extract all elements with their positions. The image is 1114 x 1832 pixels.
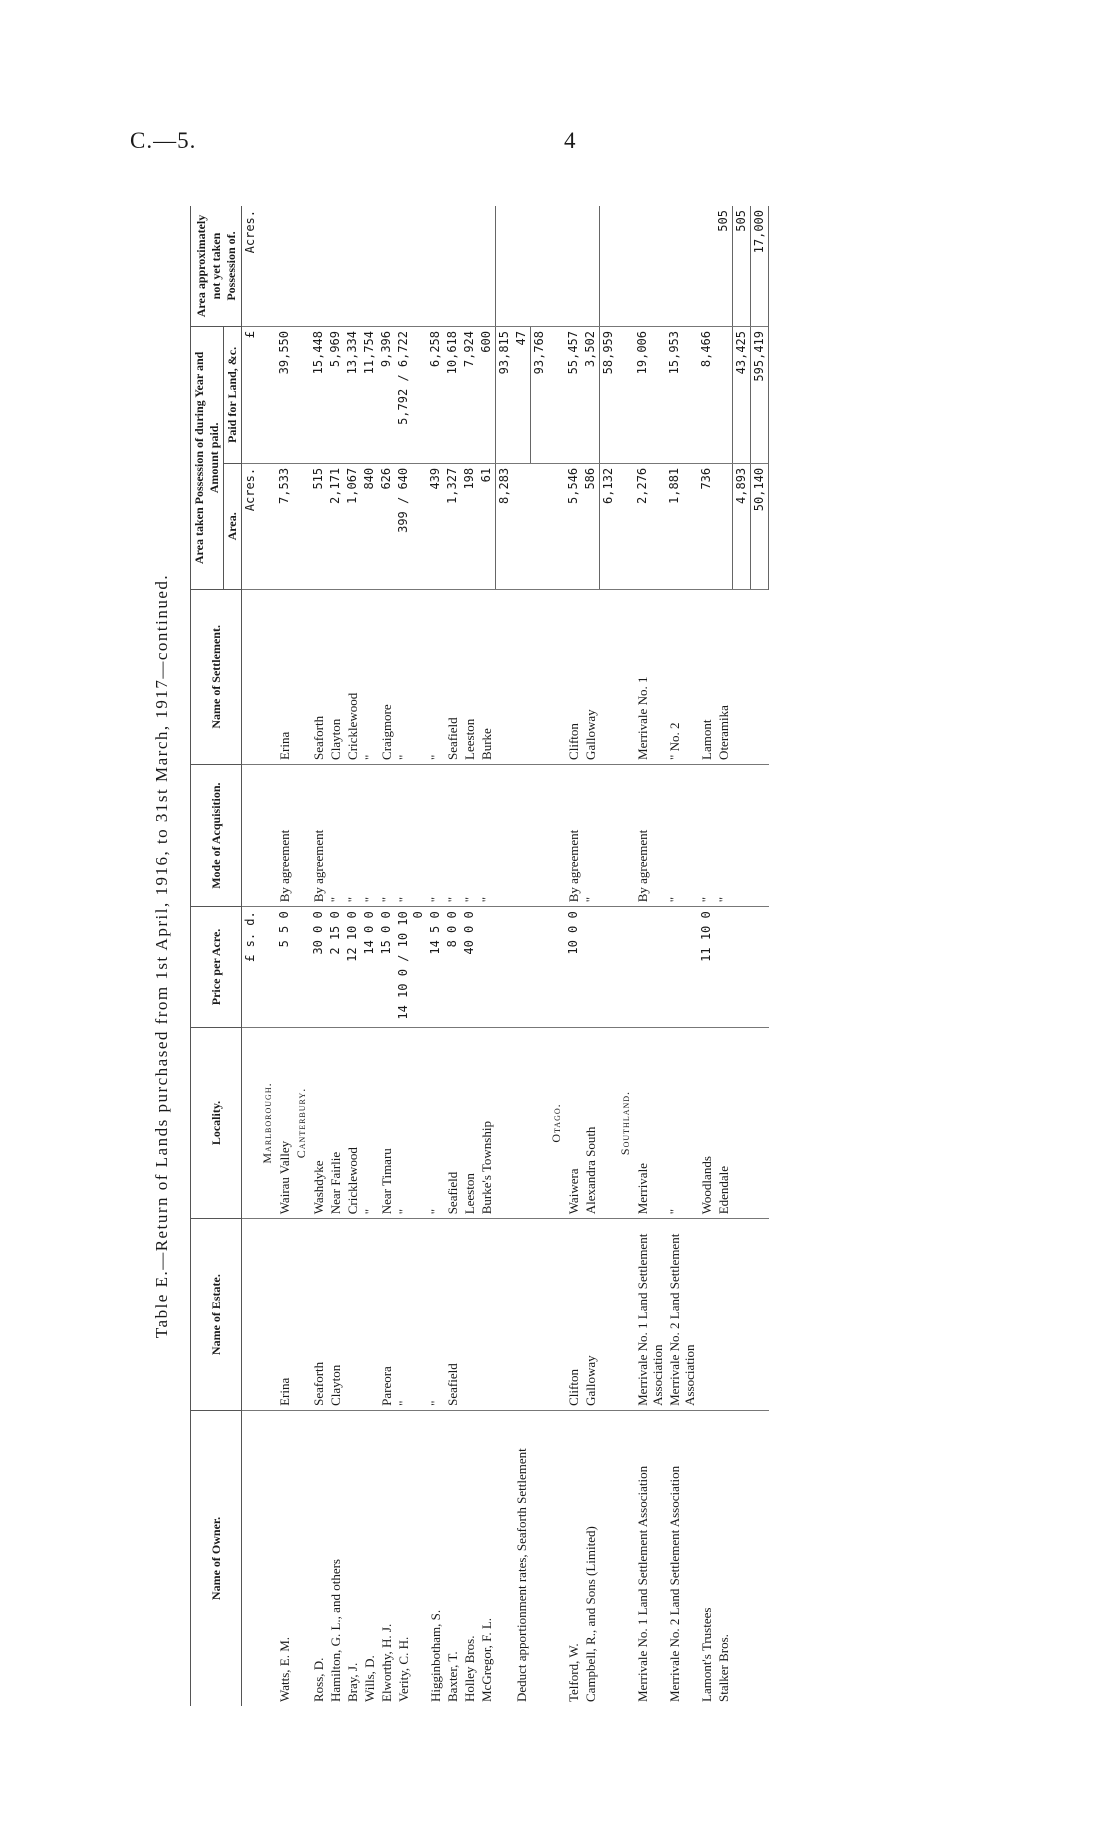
cell-owner: Elworthy, H. J. [379, 1623, 394, 1702]
subtotal-not-taken: 505 [733, 206, 751, 327]
cell-price: 14 5 0 [427, 907, 444, 1027]
cell-area: 2,276 [634, 463, 666, 589]
subtotal-spacer [496, 907, 514, 1027]
net-spacer [531, 1219, 549, 1411]
region-spacer [293, 907, 310, 1027]
grand-total-spacer [751, 907, 769, 1027]
cell-estate: Erina [276, 1219, 293, 1411]
cell-owner: Ross, D. [311, 1657, 326, 1702]
subtotal-spacer [733, 1410, 751, 1706]
header-settlement: Name of Settlement. [191, 589, 242, 764]
subtotal-spacer [600, 907, 618, 1027]
cell-settlement: Lamont [698, 589, 715, 764]
subtotal-spacer [496, 764, 514, 906]
cell-price: 30 0 0 [310, 907, 327, 1027]
region-heading: Southland. [617, 1027, 634, 1219]
cell-paid: 15,448 [310, 327, 327, 464]
region-spacer [617, 463, 634, 589]
cell-settlement: Cricklewood [344, 589, 361, 764]
subtotal-area: 8,283 [496, 463, 514, 589]
cell-locality: Seafield [444, 1027, 461, 1219]
grand-total-area: 50,140 [751, 463, 769, 589]
cell-settlement: Seaforth [310, 589, 327, 764]
cell-settlement: Clifton [565, 589, 582, 764]
cell-locality: Merrivale [634, 1027, 666, 1219]
cell-settlement: Galloway [582, 589, 600, 764]
page-number: 4 [564, 128, 577, 153]
cell-estate [361, 1219, 378, 1411]
cell-mode: " [666, 764, 698, 906]
region-spacer [548, 907, 565, 1027]
page-code: C.—5. [130, 128, 197, 153]
cell-not-taken [698, 206, 715, 327]
region-spacer [259, 589, 276, 764]
cell-owner: Holley Bros. [462, 1635, 477, 1702]
cell-mode: " [478, 764, 496, 906]
table-row [361, 206, 378, 1706]
cell-area: 1,067 [344, 463, 361, 589]
cell-mode: " [461, 764, 478, 906]
cell-paid: 9,396 [378, 327, 395, 464]
table-row [427, 206, 444, 1706]
subtotal-paid: 58,959 [600, 327, 618, 464]
cell-mode: By agreement [634, 764, 666, 906]
region-spacer [293, 327, 310, 464]
region-heading: Canterbury. [293, 1027, 310, 1219]
cell-not-taken: 505 [715, 206, 733, 327]
cell-paid: 19,006 [634, 327, 666, 464]
header-area: Area. [224, 463, 242, 589]
header-owner: Name of Owner. [191, 1410, 242, 1706]
cell-not-taken [444, 206, 461, 327]
cell-paid: 13,334 [344, 327, 361, 464]
cell-mode: " [427, 764, 444, 906]
net-spacer [531, 1027, 549, 1219]
region-spacer [259, 206, 276, 327]
cell-not-taken [344, 206, 361, 327]
cell-paid: 5,792 / 6,722 [395, 327, 427, 464]
table-row [344, 206, 361, 1706]
cell-locality: Washdyke [310, 1027, 327, 1219]
region-row [548, 206, 565, 1706]
cell-estate: Seafield [444, 1219, 461, 1411]
subtotal-spacer [733, 1027, 751, 1219]
net-spacer [531, 764, 549, 906]
cell-locality: Cricklewood [344, 1027, 361, 1219]
grand-total-spacer [751, 1027, 769, 1219]
cell-settlement: " [395, 589, 427, 764]
cell-area: 198 [461, 463, 478, 589]
rotated-table-region [152, 206, 992, 1706]
cell-estate: Pareora [378, 1219, 395, 1411]
cell-mode: By agreement [310, 764, 327, 906]
region-spacer [617, 327, 634, 464]
table-row [582, 206, 600, 1706]
cell-owner: Wills, D. [362, 1655, 377, 1702]
unit-area: Acres. [242, 463, 260, 589]
cell-price: 2 15 0 [327, 907, 344, 1027]
deduct-paid: 47 [513, 327, 531, 464]
cell-not-taken [361, 206, 378, 327]
table-title: Table E.—Return of Lands purchased from 1st April, 1916, to 31st March, 1917—continued. [152, 573, 171, 1339]
cell-locality: Wairau Valley [276, 1027, 293, 1219]
subtotal-area: 4,893 [733, 463, 751, 589]
cell-estate: Merrivale No. 1 Land Settlement Association [634, 1219, 666, 1411]
cell-not-taken [565, 206, 582, 327]
cell-owner: Lamont's Trustees [699, 1607, 714, 1702]
cell-price [666, 907, 698, 1027]
region-spacer [548, 1410, 565, 1706]
subtotal-spacer [600, 1027, 618, 1219]
cell-estate [715, 1219, 733, 1411]
region-spacer [548, 764, 565, 906]
cell-settlement: Burke [478, 589, 496, 764]
cell-owner: Telford, W. [566, 1643, 581, 1702]
cell-mode: " [327, 764, 344, 906]
subtotal-spacer [733, 589, 751, 764]
net-paid: 93,768 [531, 327, 549, 464]
table-row [715, 206, 733, 1706]
table-row [378, 206, 395, 1706]
cell-owner: Merrivale No. 2 Land Settlement Association [667, 1465, 682, 1702]
cell-settlement: Leeston [461, 589, 478, 764]
cell-paid: 39,550 [276, 327, 293, 464]
cell-price [582, 907, 600, 1027]
cell-paid: 8,466 [698, 327, 715, 464]
cell-not-taken [427, 206, 444, 327]
lands-table [190, 206, 769, 1706]
subtotal-not-taken [600, 206, 618, 327]
cell-estate: " [427, 1219, 444, 1411]
cell-price: 8 0 0 [444, 907, 461, 1027]
cell-settlement: Erina [276, 589, 293, 764]
region-spacer [259, 1219, 276, 1411]
deduct-spacer [513, 907, 531, 1027]
cell-area: 515 [310, 463, 327, 589]
cell-price [478, 907, 496, 1027]
subtotal-paid: 43,425 [733, 327, 751, 464]
cell-paid: 55,457 [565, 327, 582, 464]
subtotal-spacer [496, 1410, 514, 1706]
subtotal-paid: 93,815 [496, 327, 514, 464]
cell-paid: 6,258 [427, 327, 444, 464]
table-row [461, 206, 478, 1706]
cell-area: 439 [427, 463, 444, 589]
cell-not-taken [461, 206, 478, 327]
table-row [565, 206, 582, 1706]
table-row [276, 206, 293, 1706]
unit-price: £ s. d. [242, 907, 260, 1027]
table-row [666, 206, 698, 1706]
cell-owner: Bray, J. [345, 1662, 360, 1702]
cell-mode: " [395, 764, 427, 906]
cell-estate: Seaforth [310, 1219, 327, 1411]
cell-mode: " [378, 764, 395, 906]
cell-estate: " [395, 1219, 427, 1411]
cell-locality: Leeston [461, 1027, 478, 1219]
cell-area: 736 [698, 463, 715, 589]
cell-owner: McGregor, F. L. [479, 1617, 494, 1702]
cell-paid: 10,618 [444, 327, 461, 464]
net-spacer [531, 206, 549, 327]
deduct-spacer [513, 589, 531, 764]
region-spacer [259, 764, 276, 906]
cell-price: 14 10 0 / 10 10 0 [395, 907, 427, 1027]
cell-locality: Burke's Township [478, 1027, 496, 1219]
region-spacer [548, 206, 565, 327]
cell-paid: 11,754 [361, 327, 378, 464]
net-spacer [531, 589, 549, 764]
region-spacer [293, 206, 310, 327]
deduct-row [513, 206, 531, 1706]
cell-owner: Baxter, T. [445, 1651, 460, 1702]
cell-area: 7,533 [276, 463, 293, 589]
cell-owner: Hamilton, G. L., and others [328, 1559, 343, 1702]
cell-price: 11 10 0 [698, 907, 715, 1027]
unit-paid: £ [242, 327, 260, 464]
subtotal-spacer [496, 1219, 514, 1411]
cell-not-taken [582, 206, 600, 327]
table-row [634, 206, 666, 1706]
region-spacer [293, 1219, 310, 1411]
grand-total-paid: 595,419 [751, 327, 769, 464]
region-row [259, 206, 276, 1706]
cell-owner: Higginbotham, S. [428, 1609, 443, 1702]
cell-mode: " [582, 764, 600, 906]
header-estate: Name of Estate. [191, 1219, 242, 1411]
subtotal-spacer [496, 589, 514, 764]
region-spacer [617, 1219, 634, 1411]
grand-total-spacer [751, 589, 769, 764]
cell-mode: " [444, 764, 461, 906]
cell-area: 5,546 [565, 463, 582, 589]
table-row [444, 206, 461, 1706]
cell-price: 14 0 0 [361, 907, 378, 1027]
cell-estate: Merrivale No. 2 Land Settlement Association [666, 1219, 698, 1411]
region-row [617, 206, 634, 1706]
units-row [242, 206, 260, 1706]
cell-price: 40 0 0 [461, 907, 478, 1027]
cell-owner: Verity, C. H. [396, 1636, 411, 1702]
region-row [293, 206, 310, 1706]
region-spacer [548, 463, 565, 589]
cell-locality: Woodlands [698, 1027, 715, 1219]
cell-mode: By agreement [565, 764, 582, 906]
region-spacer [617, 1410, 634, 1706]
table-row [478, 206, 496, 1706]
table-row [327, 206, 344, 1706]
cell-price [715, 907, 733, 1027]
cell-mode: " [715, 764, 733, 906]
cell-paid [715, 327, 733, 464]
cell-locality: " [361, 1027, 378, 1219]
subtotal-spacer [600, 1219, 618, 1411]
region-spacer [548, 589, 565, 764]
cell-locality: " [427, 1027, 444, 1219]
cell-not-taken [478, 206, 496, 327]
region-heading: Marlborough. [259, 1027, 276, 1219]
region-heading: Otago. [548, 1027, 565, 1219]
cell-paid: 600 [478, 327, 496, 464]
deduct-spacer [513, 1219, 531, 1411]
cell-area: 626 [378, 463, 395, 589]
deduct-spacer [513, 463, 531, 589]
cell-locality: " [666, 1027, 698, 1219]
cell-not-taken [395, 206, 427, 327]
region-spacer [617, 589, 634, 764]
deduct-spacer [513, 206, 531, 327]
region-spacer [548, 327, 565, 464]
cell-area: 399 / 640 [395, 463, 427, 589]
cell-settlement: " [361, 589, 378, 764]
cell-locality: Alexandra South [582, 1027, 600, 1219]
cell-estate: Clifton [565, 1219, 582, 1411]
cell-area: 61 [478, 463, 496, 589]
cell-estate: Galloway [582, 1219, 600, 1411]
cell-price: 12 10 0 [344, 907, 361, 1027]
cell-area: 2,171 [327, 463, 344, 589]
header-possession-group: Area taken Possession of during Year and Amount paid. [191, 327, 224, 590]
cell-mode: By agreement [276, 764, 293, 906]
region-spacer [617, 206, 634, 327]
region-spacer [259, 1410, 276, 1706]
cell-paid: 5,969 [327, 327, 344, 464]
subtotal-spacer [600, 1410, 618, 1706]
cell-settlement: Seafield [444, 589, 461, 764]
subtotal-spacer [600, 589, 618, 764]
region-spacer [259, 327, 276, 464]
cell-settlement: " No. 2 [666, 589, 698, 764]
cell-not-taken [634, 206, 666, 327]
header-paid: Paid for Land, &c. [224, 327, 242, 464]
region-spacer [293, 463, 310, 589]
net-spacer [531, 1410, 549, 1706]
deduct-label: Deduct apportionment rates, Seaforth Settlement [514, 1448, 529, 1702]
net-spacer [531, 463, 549, 589]
cell-paid: 3,502 [582, 327, 600, 464]
region-spacer [617, 907, 634, 1027]
cell-locality: Near Timaru [378, 1027, 395, 1219]
cell-settlement: Merrivale No. 1 [634, 589, 666, 764]
cell-settlement: Clayton [327, 589, 344, 764]
region-spacer [293, 589, 310, 764]
cell-area: 586 [582, 463, 600, 589]
cell-owner: Stalker Bros. [716, 1634, 731, 1702]
cell-price [634, 907, 666, 1027]
region-spacer [293, 1410, 310, 1706]
cell-estate: Clayton [327, 1219, 344, 1411]
header-locality: Locality. [191, 1027, 242, 1219]
grand-total-spacer [751, 1219, 769, 1411]
header-mode: Mode of Acquisition. [191, 764, 242, 906]
subtotal-row [600, 206, 618, 1706]
cell-estate [698, 1219, 715, 1411]
cell-not-taken [327, 206, 344, 327]
cell-price: 5 5 0 [276, 907, 293, 1027]
cell-not-taken [310, 206, 327, 327]
cell-mode: " [361, 764, 378, 906]
table-row [310, 206, 327, 1706]
cell-mode: " [344, 764, 361, 906]
region-spacer [259, 907, 276, 1027]
subtotal-row [496, 206, 514, 1706]
cell-owner: Campbell, R., and Sons (Limited) [583, 1526, 598, 1702]
cell-locality: Edendale [715, 1027, 733, 1219]
cell-not-taken [666, 206, 698, 327]
cell-price: 10 0 0 [565, 907, 582, 1027]
subtotal-area: 6,132 [600, 463, 618, 589]
cell-estate [461, 1219, 478, 1411]
subtotal-spacer [600, 764, 618, 906]
header-price: Price per Acre. [191, 907, 242, 1027]
cell-settlement: Oteramika [715, 589, 733, 764]
deduct-spacer [513, 1027, 531, 1219]
subtotal-spacer [496, 1027, 514, 1219]
grand-total-spacer [751, 764, 769, 906]
cell-paid: 15,953 [666, 327, 698, 464]
cell-locality: Waiwera [565, 1027, 582, 1219]
net-spacer [531, 907, 549, 1027]
region-spacer [293, 764, 310, 906]
deduct-spacer [513, 764, 531, 906]
cell-locality: " [395, 1027, 427, 1219]
cell-area: 1,881 [666, 463, 698, 589]
grand-total-row [751, 206, 769, 1706]
unit-not-taken: Acres. [242, 206, 260, 327]
header-not-taken: Area approximately not yet taken Possession of. [191, 206, 242, 327]
cell-settlement: " [427, 589, 444, 764]
subtotal-not-taken [496, 206, 514, 327]
region-spacer [548, 1219, 565, 1411]
cell-settlement: Craigmore [378, 589, 395, 764]
cell-not-taken [378, 206, 395, 327]
region-spacer [617, 764, 634, 906]
table-row [395, 206, 427, 1706]
cell-estate [344, 1219, 361, 1411]
subtotal-spacer [733, 907, 751, 1027]
table-row [698, 206, 715, 1706]
cell-locality: Near Fairlie [327, 1027, 344, 1219]
region-spacer [259, 463, 276, 589]
cell-price: 15 0 0 [378, 907, 395, 1027]
cell-owner: Merrivale No. 1 Land Settlement Association [635, 1465, 650, 1702]
subtotal-spacer [733, 764, 751, 906]
cell-mode: " [698, 764, 715, 906]
net-row [531, 206, 549, 1706]
cell-area: 840 [361, 463, 378, 589]
cell-owner: Watts, E. M. [277, 1636, 292, 1702]
grand-total-spacer [751, 1410, 769, 1706]
cell-estate [478, 1219, 496, 1411]
cell-paid: 7,924 [461, 327, 478, 464]
subtotal-row [733, 206, 751, 1706]
cell-area: 1,327 [444, 463, 461, 589]
subtotal-spacer [733, 1219, 751, 1411]
table-body [242, 206, 769, 1706]
cell-not-taken [276, 206, 293, 327]
cell-area [715, 463, 733, 589]
grand-total-not-taken: 17,000 [751, 206, 769, 327]
